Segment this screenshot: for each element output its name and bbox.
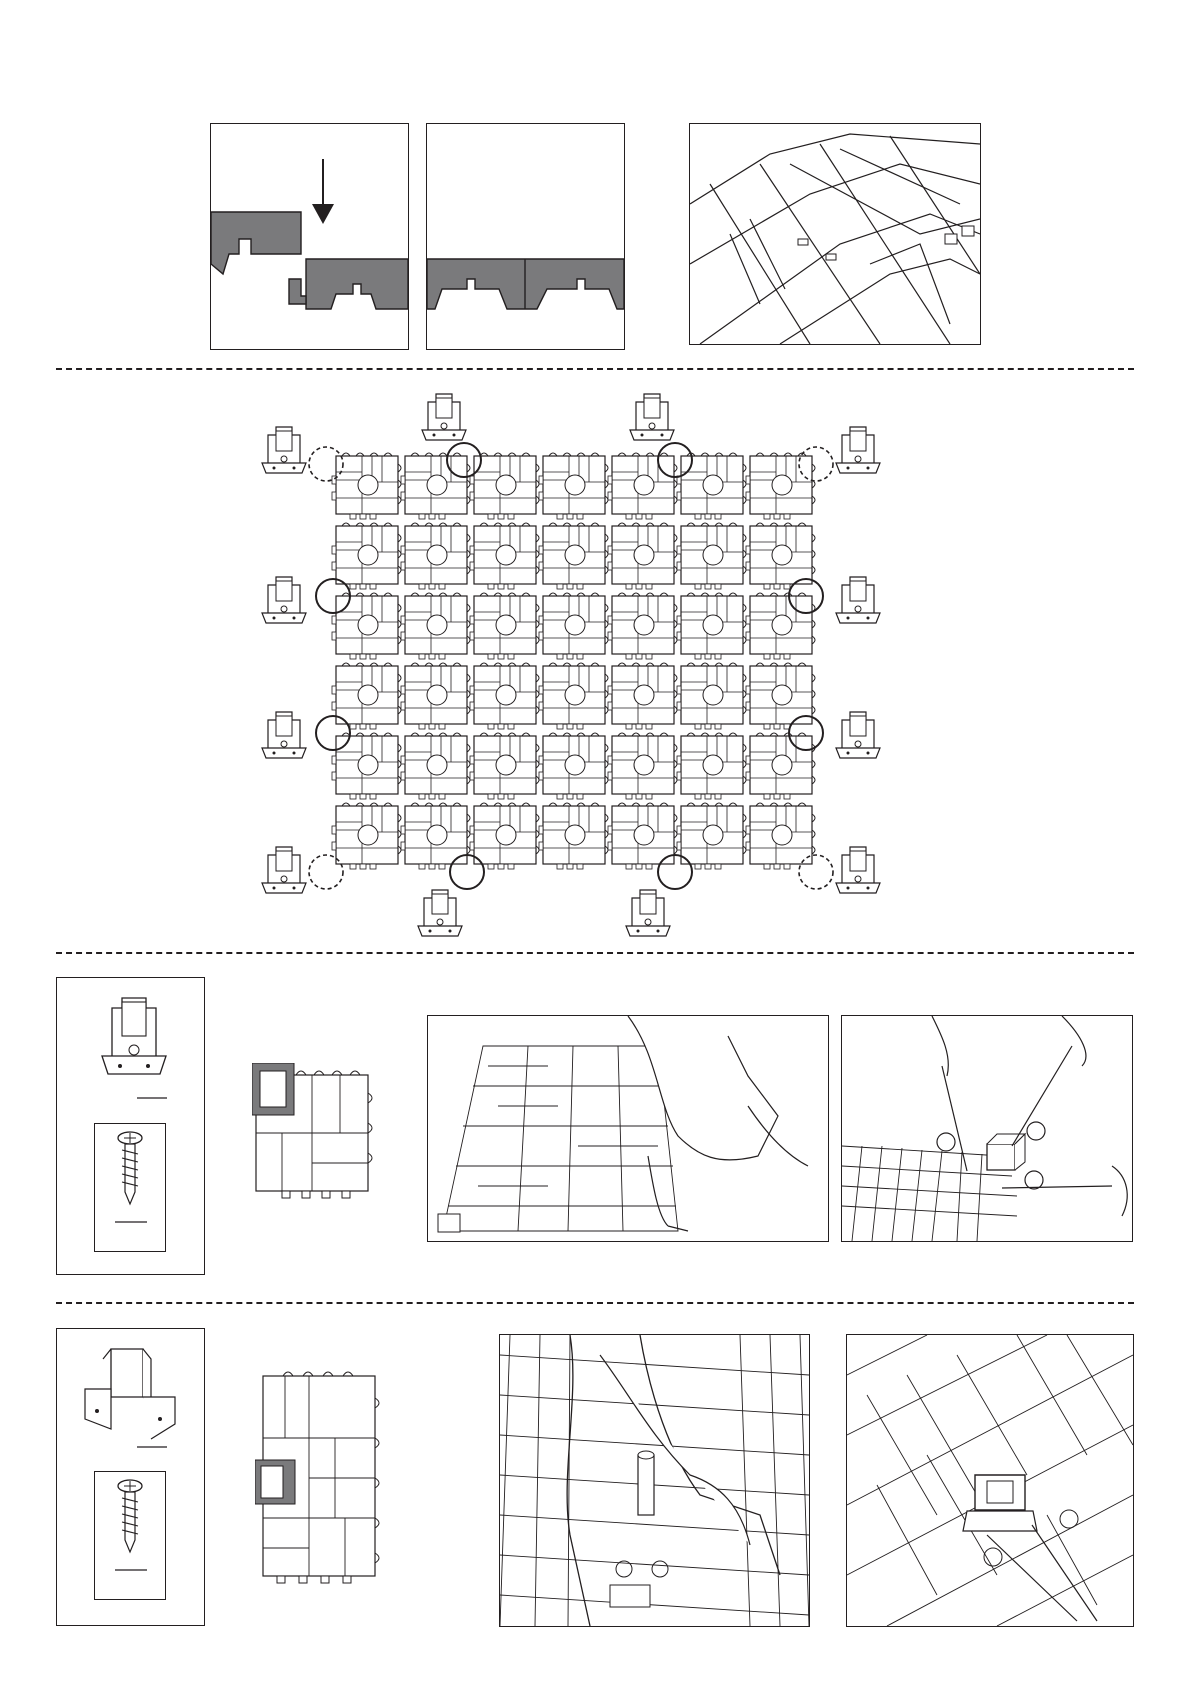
parts-box-corner [56, 977, 205, 1275]
screw-icon [95, 1472, 165, 1599]
separator-3 [56, 1302, 1134, 1304]
screw-side-bracket-drawing [847, 1335, 1133, 1626]
separator-2 [56, 952, 1134, 954]
panel-tile-perspective [689, 123, 981, 345]
tile-align-diagram [211, 124, 408, 349]
panel-tile-joined [426, 123, 625, 350]
tile-joined-diagram [427, 124, 624, 349]
screw-box [94, 1471, 166, 1600]
side-tile-bracket-detail [255, 1368, 383, 1593]
screw-icon [95, 1124, 165, 1251]
screw-box [94, 1123, 166, 1252]
tile-perspective-drawing [690, 124, 980, 344]
place-bracket-drawing [428, 1016, 828, 1241]
down-arrow-icon [312, 204, 334, 224]
tile-grid [332, 453, 815, 869]
panel-screw-corner-bracket [841, 1015, 1133, 1242]
panel-screw-side-bracket [846, 1334, 1134, 1627]
panel-tile-align [210, 123, 409, 350]
panel-place-corner-bracket [427, 1015, 829, 1242]
corner-tile-bracket-detail [252, 1063, 382, 1205]
parts-box-side [56, 1328, 205, 1626]
panel-place-side-bracket [499, 1334, 810, 1627]
tile-grid-diagram [0, 380, 1191, 950]
place-side-bracket-drawing [500, 1335, 809, 1626]
screw-bracket-drawing [842, 1016, 1132, 1241]
separator-1 [56, 368, 1134, 370]
